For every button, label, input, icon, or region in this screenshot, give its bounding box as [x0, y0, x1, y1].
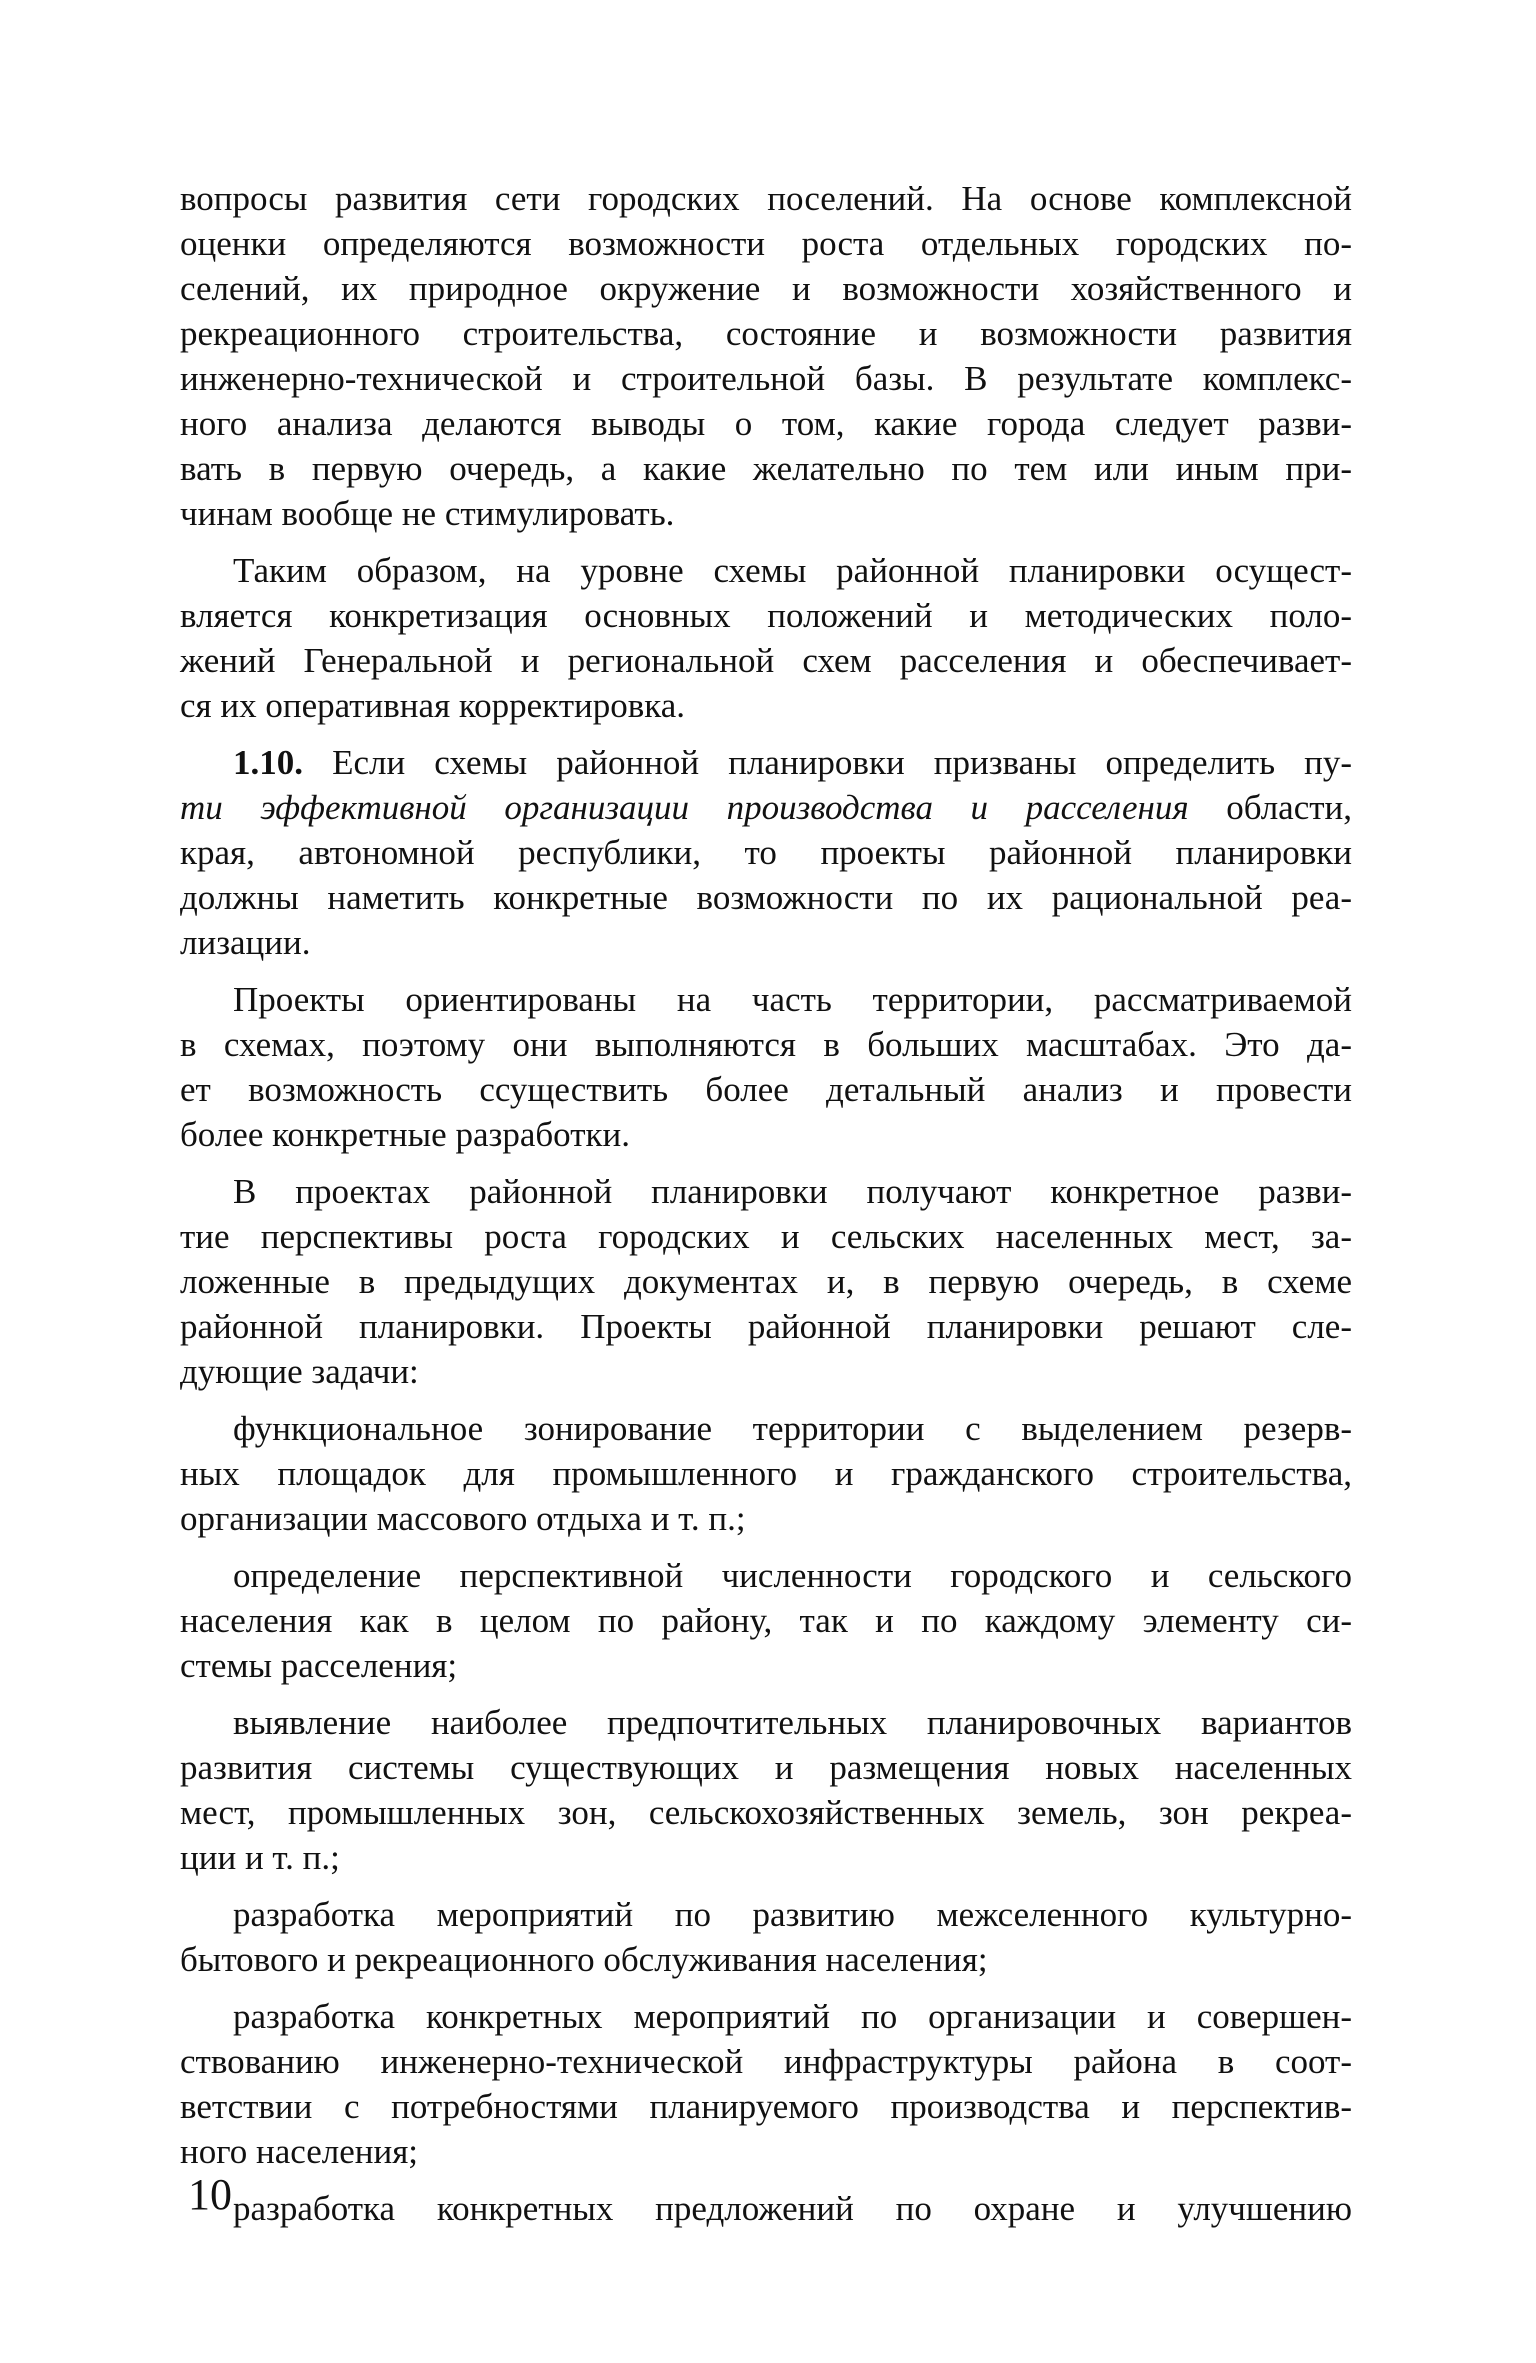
text-line	[180, 740, 1352, 785]
text-line: тие перспективы роста городских и сельских населенных мест, за-	[180, 1217, 1352, 1256]
text-line: ветствии с потребностями планируемого производства и перспектив-	[180, 2087, 1352, 2126]
text-line: чинам вообще не стимулировать.	[180, 494, 675, 533]
list-item	[180, 1700, 1352, 1880]
text-line: лизации.	[180, 923, 311, 962]
list-item	[180, 2186, 1352, 2231]
text-line: края, автономной республики, то проекты районной планировки	[180, 833, 1352, 872]
text-line: жений Генеральной и региональной схем расселения и обеспечивает-	[180, 641, 1352, 680]
text-span: области,	[1188, 788, 1352, 827]
list-item	[180, 1406, 1352, 1541]
text-line: выявление наиболее предпочтительных планировочных вариантов	[233, 1703, 1352, 1742]
text-line: ных площадок для промышленного и гражданского строительства,	[180, 1454, 1352, 1493]
text-line: разработка конкретных предложений по охране и улучшению	[233, 2189, 1352, 2228]
text-line: Таким образом, на уровне схемы районной планировки осущест-	[233, 551, 1352, 590]
text-line: в схемах, поэтому они выполняются в больших масштабах. Это да-	[180, 1025, 1352, 1064]
list-item	[180, 1994, 1352, 2174]
list-item	[180, 1553, 1352, 1688]
text-line: ствованию инженерно-технической инфраструктуры района в соот-	[180, 2042, 1352, 2081]
paragraph	[180, 548, 1352, 728]
text-line: ного населения;	[180, 2132, 419, 2171]
paragraph	[180, 176, 1352, 536]
list-item	[180, 1892, 1352, 1982]
text-line: селений, их природное окружение и возможности хозяйственного и	[180, 269, 1352, 308]
text-line: вать в первую очередь, а какие желательно по тем или иным при-	[180, 449, 1352, 488]
text-line: функциональное зонирование территории с выделением резерв-	[233, 1409, 1352, 1448]
text-line: населения как в целом по району, так и по каждому элементу си-	[180, 1601, 1352, 1640]
text-line: более конкретные разработки.	[180, 1115, 630, 1154]
text-line: инженерно-технической и строительной базы. В результате комплекс-	[180, 359, 1352, 398]
text-line: В проектах районной планировки получают конкретное разви-	[233, 1172, 1352, 1211]
text-line: ного анализа делаются выводы о том, какие города следует разви-	[180, 404, 1352, 443]
text-line: мест, промышленных зон, сельскохозяйственных земель, зон рекреа-	[180, 1793, 1352, 1832]
text-line: определение перспективной численности городского и сельского	[233, 1556, 1352, 1595]
page-number: 10	[188, 2170, 232, 2219]
text-line: ся их оперативная корректировка.	[180, 686, 686, 725]
text-line: оценки определяются возможности роста отдельных городских по-	[180, 224, 1352, 263]
text-line: бытового и рекреационного обслуживания населения;	[180, 1940, 988, 1979]
text-line: стемы расселения;	[180, 1646, 458, 1685]
section-number: 1.10.	[233, 743, 303, 782]
paragraph	[180, 1169, 1352, 1394]
text-line: районной планировки. Проекты районной планировки решают сле-	[180, 1307, 1352, 1346]
paragraph	[180, 977, 1352, 1157]
text-line: ции и т. п.;	[180, 1838, 340, 1877]
italic-phrase: ти эффективной организации производства и расселения	[180, 788, 1189, 827]
text-line: ложенные в предыдущих документах и, в первую очередь, в схеме	[180, 1262, 1352, 1301]
text-line: ет возможность ссуществить более детальный анализ и провести	[180, 1070, 1352, 1109]
text-line: развития системы существующих и размещения новых населенных	[180, 1748, 1352, 1787]
text-line: Проекты ориентированы на часть территории, рассматриваемой	[233, 980, 1352, 1019]
text-line: рекреационного строительства, состояние и возможности развития	[180, 314, 1352, 353]
body-text	[180, 176, 1352, 2231]
paragraph-section-1-10	[180, 740, 1352, 965]
text-line: организации массового отдыха и т. п.;	[180, 1499, 746, 1538]
text-span: Если схемы районной планировки призваны определить пу-	[303, 743, 1352, 782]
text-line	[180, 785, 1352, 830]
text-line: разработка мероприятий по развитию межселенного культурно-	[233, 1895, 1352, 1934]
text-line: разработка конкретных мероприятий по организации и совершен-	[233, 1997, 1352, 2036]
text-line: вопросы развития сети городских поселений. На основе комплексной	[180, 179, 1352, 218]
text-line: дующие задачи:	[180, 1352, 419, 1391]
text-line: вляется конкретизация основных положений и методических поло-	[180, 596, 1352, 635]
text-line: должны наметить конкретные возможности по их рациональной реа-	[180, 878, 1352, 917]
